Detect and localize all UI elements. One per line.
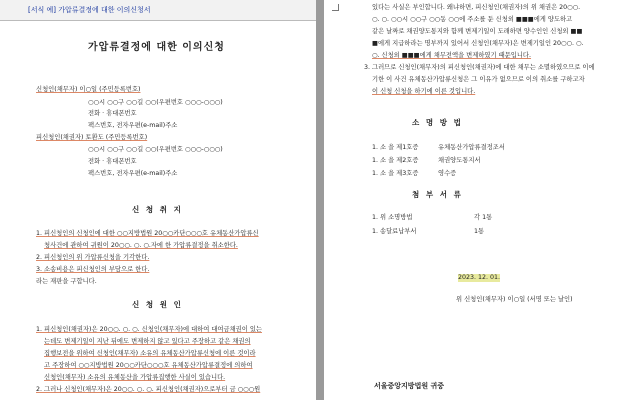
evidence-heading: 소 명 방 법 [412,118,463,127]
document-page-left [0,0,316,400]
attachment-name-2: 1. 송달료납부서 [372,228,417,235]
filing-date: 2023. 12. 01. [458,274,501,281]
applicant-address: ○○시 ○○구 ○○길 ○○(우편번호 ○○○-○○○) [88,99,223,106]
evidence-name-1: 유체동산가압류결정조서 [438,144,505,151]
applicant-phone: 전화 · 휴대폰번호 [88,110,137,117]
court-addressee: 서울중앙지방법원 귀중 [374,382,445,390]
form-header-label: [서식 예] 가압류결정에 대한 이의신청서 [28,6,151,14]
evidence-no-1: 1. 소 을 제1호증 [372,144,419,151]
continued-line-7: 기한 이 사건 유체동산가압류신청은 그 이유가 없으므로 이의 취소를 구하고자 [372,76,585,83]
continued-line-3: 같은 날짜로 채권양도통지와 함께 변제기일이 도래하면 양수인인 신청외 ■■ [372,28,583,35]
reason-line-6: 2. 그러나 신청인(채무자)은 20○○. ○. ○. 피신청인(채권자)으로부터 금 ○○○원 [36,386,261,393]
margin-corner-mark [332,4,339,11]
respondent-phone: 전화 · 휴대폰번호 [88,158,137,165]
purpose-line-3: 2. 피신청인의 위 가압류신청을 기각한다. [36,254,150,261]
applicant-label: 신청인(채무자) 이○일 (주민등록번호) [36,86,141,93]
purpose-line-5: 라는 재판을 구합니다. [36,278,97,285]
purpose-heading: 신 청 취 지 [132,205,183,214]
respondent-label: 피신청인(채권자) 토환도 (주민등록번호) [36,134,148,141]
applicant-contact: 팩스번호, 전자우편(e-mail)주소 [88,122,178,129]
attachment-qty-2: 1통 [474,228,485,235]
continued-line-4: ■에게 지급하라는 명부까지 있어서 신청인(채무자)은 변제기일인 20○○. ○. [372,40,584,47]
continued-line-8: 이 신청 신청을 하기에 이른 것입니다. [372,88,476,95]
document-page-right [324,0,640,400]
attachments-heading: 첨 부 서 류 [412,190,463,199]
attachment-qty-1: 각 1통 [474,214,493,221]
continued-line-6: 3. 그러므로 신청인(채무자)의 피신청인(채권자)에 대한 채무는 소멸하였으므로 이에 [364,64,595,71]
evidence-name-3: 영수증 [438,170,457,177]
continued-line-2: ○. ○. ○○시 ○○구 ○○동 ○○에 주소를 둔 신청외 ■■■에게 양도하고 [372,16,573,23]
reason-line-4: 고 주장하여 ○○지방법원 20○○카단○○○호 유체동산가압류결정에 의하여 [44,362,253,369]
reason-line-3: 집행보전을 위하여 신청인(채무자) 소유의 유체동산가압류신청에 이른 것이라 [44,350,256,357]
evidence-no-2: 1. 소 을 제2호증 [372,157,419,164]
reason-heading: 신 청 원 인 [132,300,183,309]
continued-line-5: ○. 신청외 ■■■에게 채무전액을 변제하였기 때문입니다. [372,52,532,59]
respondent-address: ○○시 ○○구 ○○길 ○○(우편번호 ○○○-○○○) [88,146,223,153]
continued-line-1: 있다는 사실은 부인합니다. 왜냐하면, 피신청인(채권자)의 위 채권은 20○○. [372,4,581,11]
attachment-name-1: 1. 위 소명방법 [372,214,413,221]
reason-line-5: 신청인(채무자) 소유의 유체동산을 가압류집행한 사실이 있습니다. [44,374,226,381]
evidence-name-2: 채권양도통지서 [438,157,481,164]
signer-line: 위 신청인(채무자) 이○일 (서명 또는 날인) [456,296,573,303]
purpose-line-4: 3. 소송비용은 피신청인의 부담으로 한다. [36,266,150,273]
purpose-line-2: 청사건에 관하여 귀원이 20○○. ○. ○.자에 한 가압류결정을 취소한다. [44,242,238,249]
reason-line-2: 는데도 변제기일이 지난 뒤에도 변제하지 않고 있다고 주장하고 같은 채권의 [44,338,251,345]
purpose-line-1: 1. 피신청인의 신청인에 대한 ○○지방법원 20○○카단○○○호 유체동산가압류신 [36,230,259,237]
evidence-no-3: 1. 소 을 제3호증 [372,170,419,177]
respondent-contact: 팩스번호, 전자우편(e-mail)주소 [88,170,178,177]
reason-line-1: 1. 피신청인(채권자)은 20○○. ○. ○. 신청인(채무자)에 대하여 대여금채권이 있는 [36,326,262,333]
document-title: 가압류결정에 대한 이의신청 [88,42,225,53]
